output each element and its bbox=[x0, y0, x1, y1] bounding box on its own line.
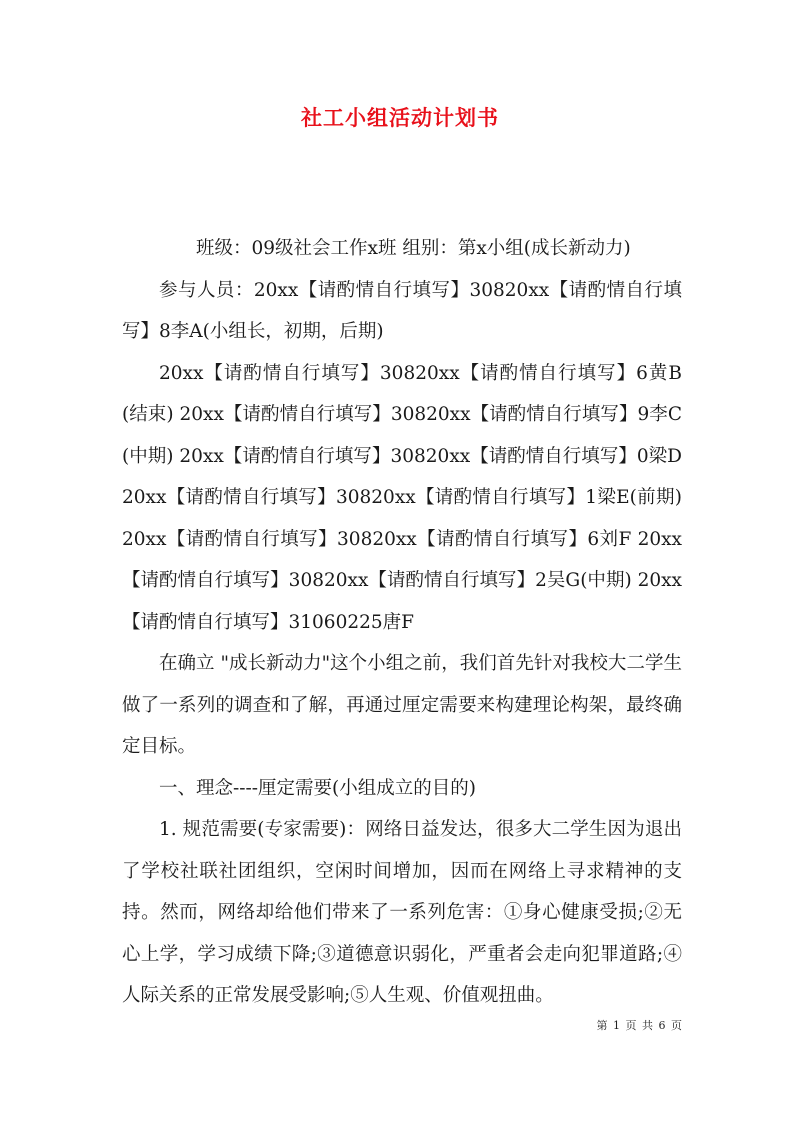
participants-paragraph: 参与人员：20xx【请酌情自行填写】30820xx【请酌情自行填写】8李A(小组长，初期，后期) bbox=[122, 279, 682, 342]
class-group-line: 班级：09级社会工作x班 组别：第x小组(成长新动力) bbox=[196, 238, 631, 259]
page-number-footer: 第 1 页 共 6 页 bbox=[596, 1019, 683, 1032]
section-heading-concept: 一、理念----厘定需要(小组成立的目的) bbox=[159, 777, 476, 799]
intro-paragraph: 在确立 "成长新动力"这个小组之前，我们首先针对我校大二学生做了一系列的调查和了解，再通过厘定需要来构建理论构架，最终确定目标。 bbox=[122, 653, 682, 757]
participants-list-paragraph: 20xx【请酌情自行填写】30820xx【请酌情自行填写】6黄B(结束) 20xx【请酌情自行填写】30820xx【请酌情自行填写】9李C(中期) 20xx【请酌情自行填写】30820xx【请酌情自行填写】0梁D 20xx【请酌情自行填写】30820xx【请酌情自行填写】1梁E(前期) 20xx【请酌情自行填写】30820xx【请酌情自行填写】6刘F 20xx【请酌情自行填写】30820xx【请酌情自行填写】2吴G(中期) 20xx【请酌情自行填写】31060225唐F bbox=[122, 362, 682, 633]
normative-need-paragraph: 1. 规范需要(专家需要)：网络日益发达，很多大二学生因为退出了学校社联社团组织，空闲时间增加，因而在网络上寻求精神的支持。然而，网络却给他们带来了一系列危害：①身心健康受损;②无心上学，学习成绩下降;③道德意识弱化，严重者会走向犯罪道路;④人际关系的正常发展受影响;⑤人生观、价值观扭曲。 bbox=[122, 819, 682, 1006]
document-body bbox=[122, 228, 682, 1017]
document-title: 社工小组活动计划书 bbox=[301, 105, 499, 130]
